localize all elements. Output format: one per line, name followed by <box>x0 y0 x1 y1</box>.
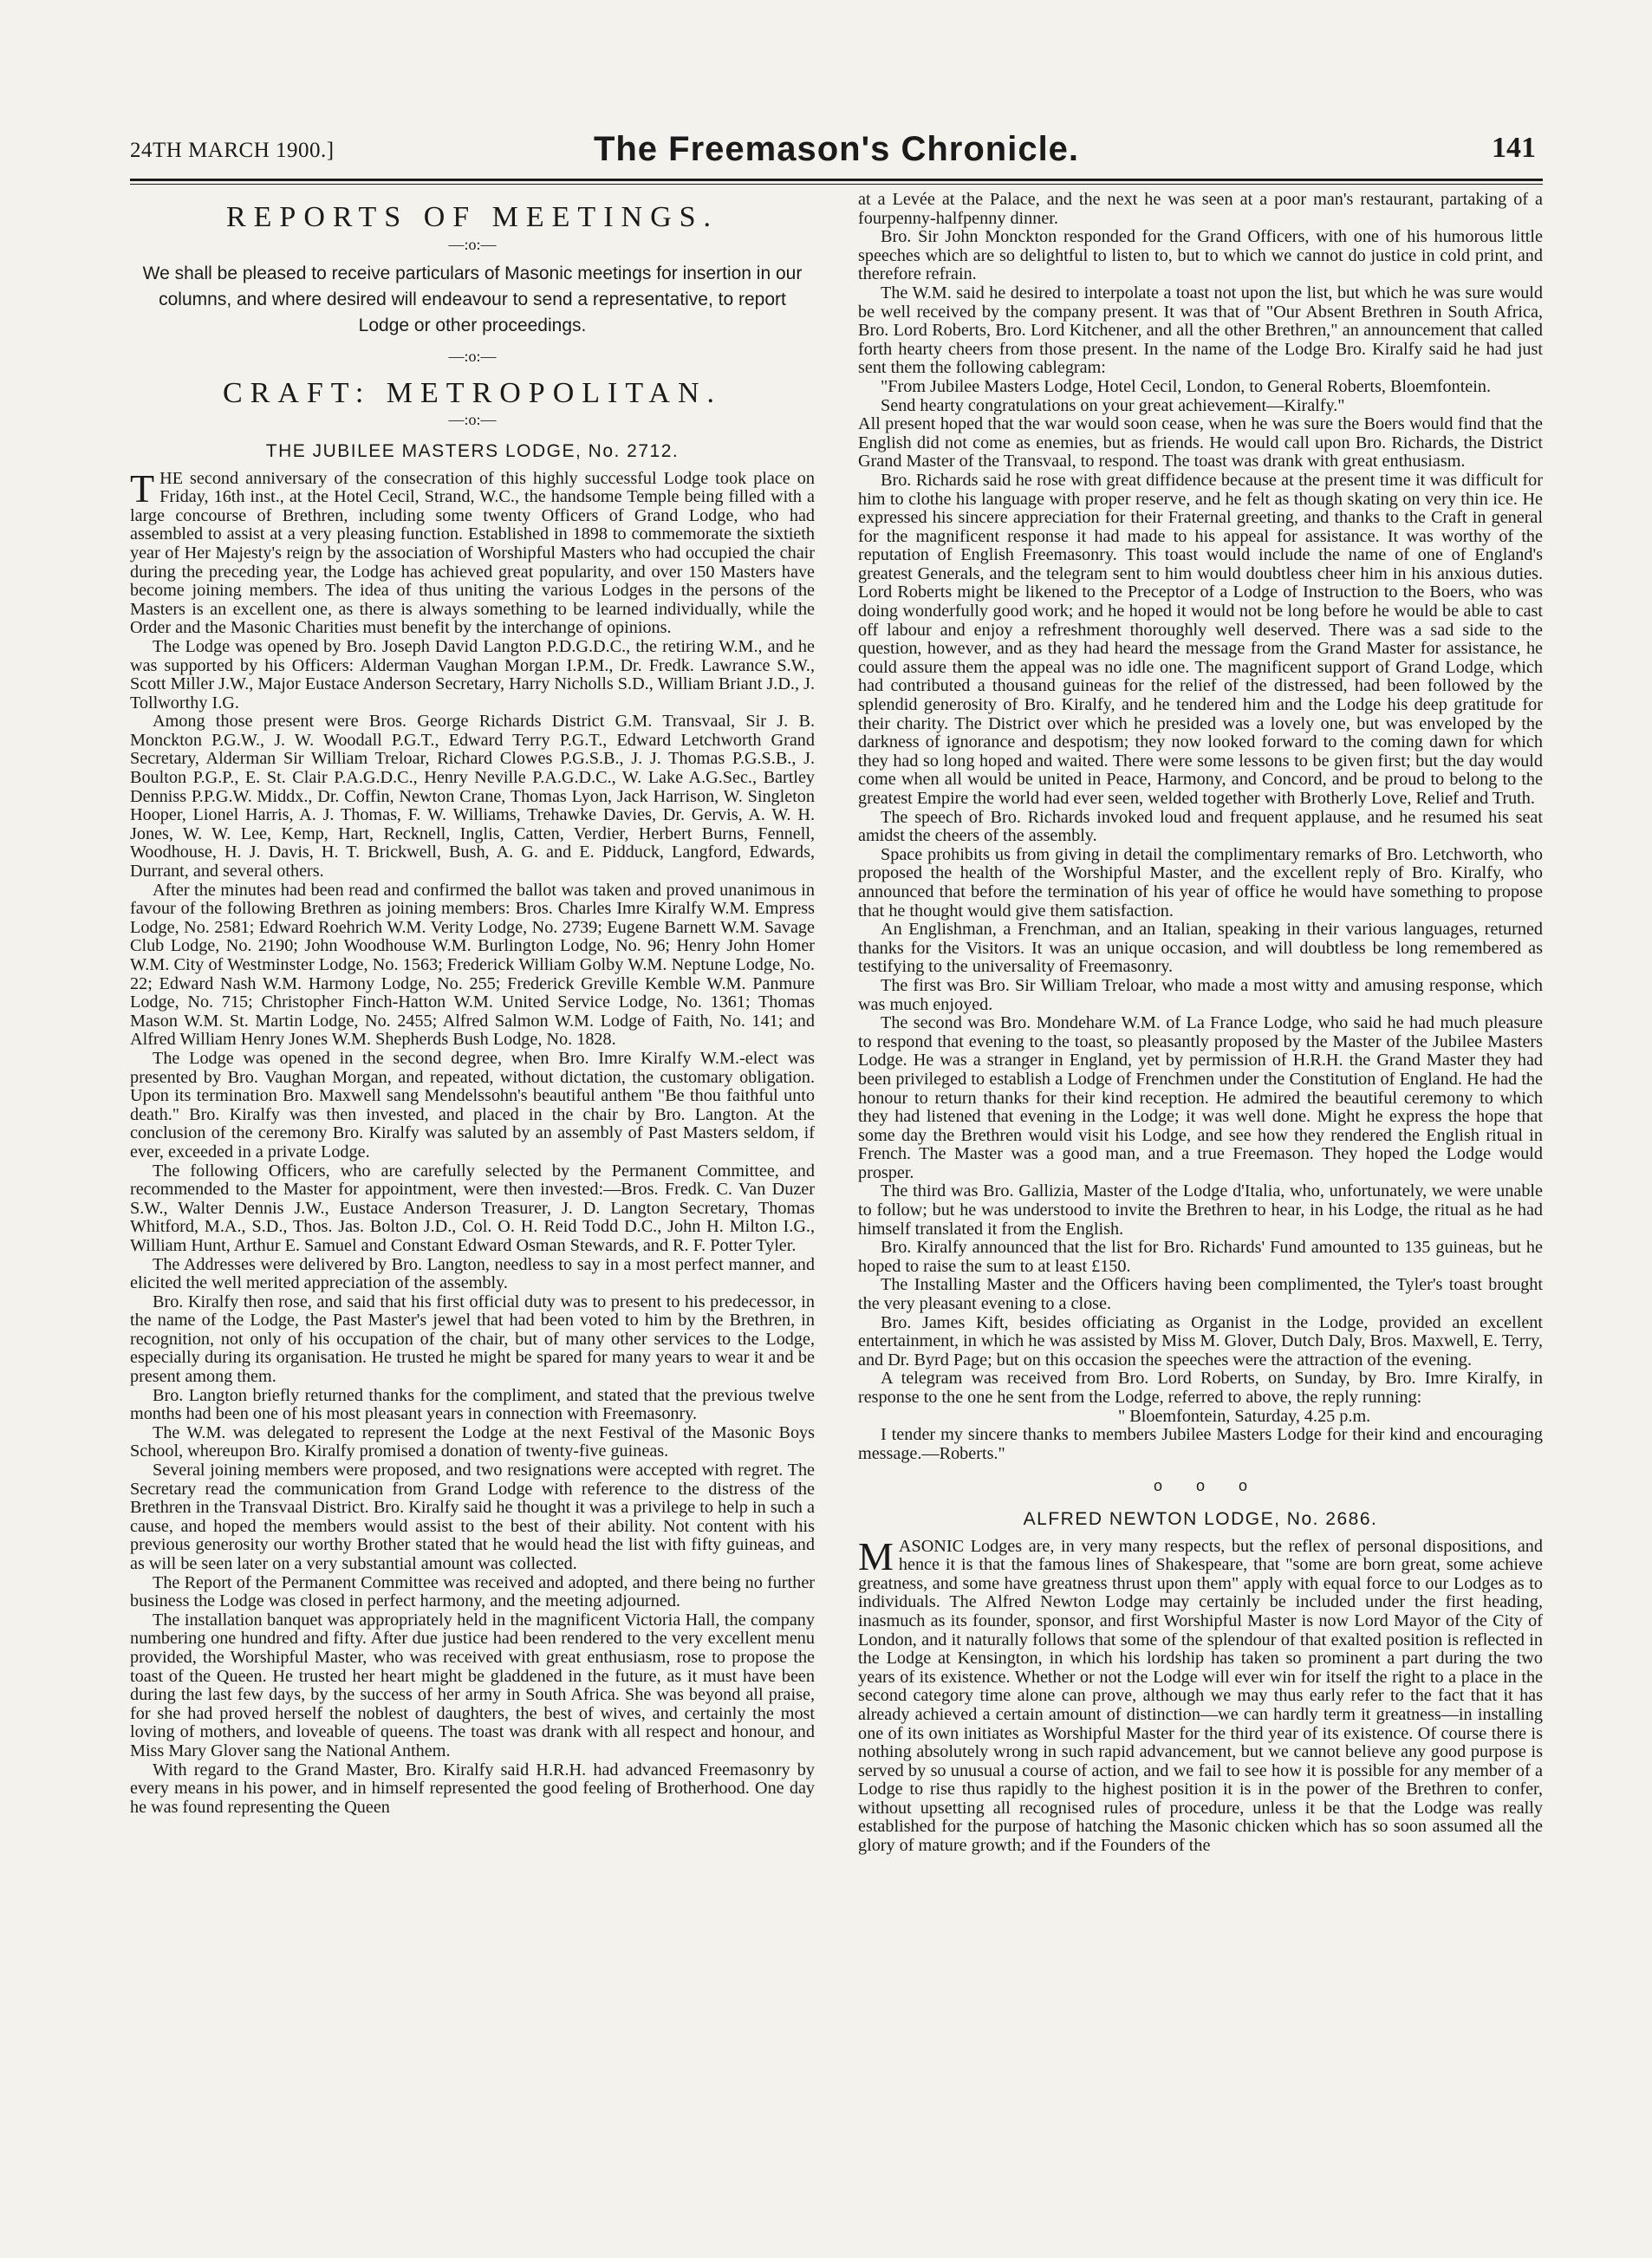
cablegram-quote: Send hearty congratulations on your great achievement—Kiralfy." <box>881 395 1345 415</box>
paragraph: The Lodge was opened by Bro. Joseph David Langton P.D.G.D.C., the retiring W.M., and he was supported by his Officers: Alderman Vaughan Morgan I.P.M., Dr. Fredk. Lawrance S.W., Scott Miller J.W., Major Eustace Anderson Secretary, Harry Nicholls S.D., William Briant J.D., J. Tollworthy I.G. <box>130 636 815 713</box>
paragraph: The Addresses were delivered by Bro. Langton, needless to say in a most perfect manner, and elicited the well merited appreciation of the assembly. <box>130 1254 815 1293</box>
header-rule-thin <box>130 184 1543 185</box>
paragraph: All present hoped that the war would soon cease, when he was sure the Boers would find that the English did not come as enemies, but as friends. He would call upon Bro. Richards, the District Grand Master of the Transvaal, to respond. The toast was drank with great enthusiasm. <box>858 414 1543 472</box>
paragraph: I tender my sincere thanks to members Jubilee Masters Lodge for their kind and encouraging message.—Roberts." <box>858 1425 1543 1463</box>
paragraph: The Lodge was opened in the second degree, when Bro. Imre Kiralfy W.M.-elect was presented by Bro. Vaughan Morgan, and repeated, without dictation, the customary obligation. Upon its termination Bro. Maxwell sang Mendelssohn's beautiful anthem "Be thou faithful unto death." Bro. Kiralfy was then invested, and placed in the chair by Bro. Langton. At the conclusion of the ceremony Bro. Kiralfy was saluted by an assembly of Past Masters seldom, if ever, exceeded in a private Lodge. <box>130 1048 815 1162</box>
paragraph: Among those present were Bros. George Richards District G.M. Transvaal, Sir J. B. Monckton P.G.W., J. W. Woodall P.G.T., Edward Terry P.G.T., Edward Letchworth Grand Secretary, Alderman Sir William Treloar, Richard Clowes P.G.S.B., J. J. Thomas P.G.S.B., J. Boulton P.G.P., E. St. Clair P.A.G.D.C., Henry Neville P.A.G.D.C., W. Lake A.G.Sec., Bartley Denniss P.P.G.W. Middx., Dr. Coffin, Newton Crane, Thomas Lyon, Jack Harrison, W. Singleton Hooper, Lionel Harris, A. J. Thomas, F. W. Williams, Trehawke Davies, Dr. Gervis, A. W. H. Jones, W. W. Lee, Kemp, Hart, Recknell, Inglis, Catten, Verdier, Herbert Burns, Fennell, Woodhouse, H. J. Davis, H. T. Brickwell, Bush, A. G. and E. Pidduck, Langford, Edwards, Durrant, and several others. <box>130 712 815 882</box>
paragraph-text: HE second anniversary of the consecration of this highly successful Lodge took place on Friday, 16th inst., at the Hotel Cecil, Strand, W.C., the handsome Temple being filled with a large concourse of Brethren, including some twenty Officers of Grand Lodge, who had assembled to assist at a very pleasing function. Established in 1898 to commemorate the sixtieth year of Her Majesty's reign by the association of Worshipful Masters who had occupied the chair during the preceding year, the Lodge has achieved great popularity, and over 150 Masters have become joining members. The idea of thus uniting the various Lodges in the persons of the Masters is an excellent one, as there is always something to be learned individually, while the Order and the Masonic Charities must benefit by the interchange of opinions. <box>130 468 815 638</box>
telegram-header: " Bloemfontein, Saturday, 4.25 p.m. <box>1118 1406 1371 1426</box>
paragraph: The speech of Bro. Richards invoked loud and frequent applause, and he resumed his seat amidst the cheers of the assembly. <box>858 807 1543 846</box>
paragraph: at a Levée at the Palace, and the next he was seen at a poor man's restaurant, partaking of a fourpenny-halfpenny dinner. <box>858 190 1543 228</box>
issue-date: 24TH MARCH 1900.] <box>130 139 335 162</box>
header-rule <box>130 179 1543 181</box>
paragraph: Bro. Langton briefly returned thanks for the compliment, and stated that the previous twelve months had been one of his most pleasant years in connection with Freemasonry. <box>130 1385 815 1424</box>
paragraph: The second was Bro. Mondehare W.M. of La France Lodge, who said he had much pleasure to respond that evening to the toast, so pleasantly proposed by the Master of the Jubilee Masters Lodge. He was a stranger in England, yet by permission of H.R.H. the Grand Master they had been privileged to establish a Lodge of Frenchmen under the Constitution of England. He had the honour to return thanks for their kind reception. He admired the beautiful ceremony to which they had listened that evening in the Lodge; it was well done. Might he express the hope that some day the Brethren would visit his Lodge, and see how they rendered the English ritual in French. The Master was a good man, and a true Freemason. They hoped the Lodge would prosper. <box>858 1013 1543 1182</box>
paragraph: A telegram was received from Bro. Lord Roberts, on Sunday, by Bro. Imre Kiralfy, in response to the one he sent from the Lodge, referred to above, the reply running: <box>858 1369 1543 1407</box>
paragraph: Space prohibits us from giving in detail the complimentary remarks of Bro. Letchworth, who proposed the health of the Worshipful Master, and the excellent reply of Bro. Kiralfy, who announced that before the termination of his year of office he would have something to propose that he thought would give them satisfaction. <box>858 844 1543 921</box>
paragraph: Bro. Sir John Monckton responded for the Grand Officers, with one of his humorous little speeches which are so delightful to listen to, but to which we cannot do justice in cold print, and therefore refrain. <box>858 227 1543 284</box>
section-heading-craft: CRAFT: METROPOLITAN. <box>222 376 723 409</box>
section-ornament: o o o <box>1153 1477 1248 1495</box>
drop-cap: M <box>858 1533 894 1578</box>
paragraph: After the minutes had been read and confirmed the ballot was taken and proved unanimous in favour of the following Brethren as joining members: Bros. Charles Imre Kiralfy W.M. Empress Lodge, No. 2581; Edward Roehrich W.M. Verity Lodge, No. 2739; Eugene Barnett W.M. Savage Club Lodge, No. 2190; John Woodhouse W.M. Burlington Lodge, No. 96; Henry John Homer W.M. City of Westminster Lodge, No. 1563; Frederick William Golby W.M. Neptune Lodge, No. 22; Edward Nash W.M. Harmony Lodge, No. 255; Frederick Greville Kemble W.M. Panmure Lodge, No. 715; Christopher Finch-Hatton W.M. United Service Lodge, No. 1361; Thomas Mason W.M. St. Martin Lodge, No. 2455; Alfred Salmon W.M. Lodge of Faith, No. 141; and Alfred William Henry Jones W.M. Shepherds Bush Lodge, No. 1828. <box>130 880 815 1050</box>
paragraph: The Report of the Permanent Committee was received and adopted, and there being no further business the Lodge was closed in perfect harmony, and the meeting adjourned. <box>130 1572 815 1611</box>
paragraph: The installation banquet was appropriately held in the magnificent Victoria Hall, the company numbering one hundred and fifty. After due justice had been rendered to the very excellent menu provided, the Worshipful Master, who was received with great enthusiasm, rose to propose the toast of the Queen. He trusted her heart might be gladdened in the future, as it must have been during the last few days, by the success of her army in South Africa. She was beyond all praise, for she had proved herself the noblest of daughters, the best of wives, and certainly the most loving of mothers, and loveable of queens. The toast was drank with all respect and honour, and Miss Mary Glover sang the National Anthem. <box>130 1610 815 1760</box>
drop-cap: T <box>130 465 155 511</box>
separator: —:o:— <box>448 235 497 253</box>
paragraph: Bro. Kiralfy then rose, and said that his first official duty was to present to his predecessor, in the name of the Lodge, the Past Master's jewel that had been voted to him by the Brethren, in recognition, not only of his occupation of the chair, but of many other services to the Lodge, especially during its organisation. He trusted he might be spared for many years to wear it and be present among them. <box>130 1292 815 1387</box>
paragraph: The W.M. said he desired to interpolate a toast not upon the list, but which he was sure would be well received by the company present. It was that of "Our Absent Brethren in South Africa, Bro. Lord Roberts, Bro. Lord Kitchener, and all the other Brethren," an announcement that called forth hearty cheers from those present. In the name of the Lodge Bro. Kiralfy said he had just sent them the following cablegram: <box>858 283 1543 378</box>
paragraph: With regard to the Grand Master, Bro. Kiralfy said H.R.H. had advanced Freemasonry by every means in his power, and in himself represented the good feeling of Brotherhood. One day he was found representing the Queen <box>130 1760 815 1817</box>
paragraph: The following Officers, who are carefully selected by the Permanent Committee, and recommended to the Master for appointment, were then invested:—Bros. Fredk. C. Van Duzer S.W., Walter Dennis J.W., Eustace Anderson Treasurer, J. D. Langton Secretary, Thomas Whitford, M.A., S.D., Thos. Jas. Bolton J.D., Col. O. H. Reid Todd D.C., John H. Milton I.G., William Hunt, Arthur E. Samuel and Constant Edward Osman Stewards, and R. F. Potter Tyler. <box>130 1161 815 1255</box>
paragraph <box>130 465 815 638</box>
page-number: 141 <box>1492 132 1536 164</box>
paragraph: Bro. James Kift, besides officiating as Organist in the Lodge, provided an excellent entertainment, in which he was assisted by Miss M. Glover, Dutch Daly, Bros. Maxwell, E. Terry, and Dr. Byrd Page; but on this occasion the speeches were the attraction of the evening. <box>858 1312 1543 1370</box>
separator: —:o:— <box>448 411 497 429</box>
paragraph: The third was Bro. Gallizia, Master of the Lodge d'Italia, who, unfortunately, we were unable to follow; but he was understood to invite the Brethren to hear, in his Lodge, the ritual as he had himself translated it from the English. <box>858 1181 1543 1239</box>
paragraph: Bro. Richards said he rose with great diffidence because at the present time it was difficult for him to clothe his language with proper reserve, and he felt as though skating on very thin ice. He expressed his sincere appreciation for their Fraternal greeting, and thanks to the Craft in general for the magnificent response it had made to his appeal for assistance. It was worthy of the reputation of English Freemasonry. This toast would include the name of one of England's greatest Generals, and the telegram sent to him would doubtless cheer him in his anxious duties. Lord Roberts might be likened to the Preceptor of a Lodge of Instruction to the Boers, who was doing wonderfully good work; and he hoped it would not be long before he would be able to cast off labour and enjoy a refreshment thoroughly well deserved. There was a sad side to the question, however, and as they had heard the message from the Grand Master for assistance, he could assure them the appeal was no idle one. The magnificent support of Grand Lodge, which had contributed a thousand guineas for the relief of the distressed, had been followed by the splendid generosity of Bro. Kiralfy, and he tendered him and the Lodge his deep gratitude for their charity. The District over which he presided was a lovely one, but was enveloped by the darkness of ignorance and despotism; they now looked forward to the coming dawn for which they had so long hoped and waited. There were some lessons to be given first; but the day would come when all would be united in Peace, Harmony, and Concord, and be proud to belong to the greatest Empire the world had ever seen, welded together with Brotherly Love, Relief and Truth. <box>858 470 1543 808</box>
right-column <box>858 191 1543 1856</box>
paragraph-text: ASONIC Lodges are, in very many respects, but the reflex of personal dispositions, and hence it is that the famous lines of Shakespeare, that "some are born great, some achieve greatness, and some have greatness thrust upon them" apply with equal force to our Lodges as to individuals. The Alfred Newton Lodge may certainly be included under the first heading, inasmuch as its founder, sponsor, and first Worshipful Master is now Lord Mayor of the City of London, and it naturally follows that some of the splendour of that exalted position is reflected in the Lodge at Kensington, in which his lordship has taken so prominent a part during the two years of its existence. Whether or not the Lodge will ever win for itself the right to a place in the second category time alone can prove, although we may thus early refer to the fact that it has already achieved a certain amount of distinction—we can hardly term it greatness—in installing one of its own initiates as Worshipful Master for the third year of its existence. Of course there is nothing absolutely wrong in such rapid advancement, but we cannot believe any good purpose is served by so unusual a course of action, and we fail to see how it is possible for any member of a Lodge to rise thus rapidly to the highest position it is in the power of the Brethren to confer, without upsetting all recognised rules of procedure, unless it be that the Lodge was really established for the purpose of hatching the Masonic chicken which has so soon assumed all the glory of mature growth; and if the Founders of the <box>858 1536 1543 1856</box>
newspaper-page <box>130 130 1543 2228</box>
left-column <box>130 191 815 1817</box>
paragraph: The first was Bro. Sir William Treloar, who made a most witty and amusing response, which was much enjoyed. <box>858 975 1543 1014</box>
page-header <box>130 130 1543 179</box>
masthead-title: The Freemason's Chronicle. <box>593 130 1080 168</box>
article-title-alfred-newton: ALFRED NEWTON LODGE, No. 2686. <box>1023 1508 1378 1529</box>
paragraph: The Installing Master and the Officers having been complimented, the Tyler's toast brought the very pleasant evening to a close. <box>858 1275 1543 1314</box>
section-heading-reports: REPORTS OF MEETINGS. <box>225 201 719 233</box>
paragraph: Several joining members were proposed, and two resignations were accepted with regret. The Secretary read the communication from Grand Lodge with reference to the distress of the Brethren in the Transvaal District. Bro. Kiralfy said he thought it was a privilege to help in such a cause, and hoped the members would assist to the best of their ability. Not content with his previous generosity our worthy Brother stated that he would head the list with fifty guineas, and as will be seen later on a very substantial amount was collected. <box>130 1461 815 1573</box>
paragraph: Bro. Kiralfy announced that the list for Bro. Richards' Fund amounted to 135 guineas, but he hoped to raise the sum to at least £150. <box>858 1238 1543 1276</box>
editorial-notice: We shall be pleased to receive particulars of Masonic meetings for insertion in our columns, and where desired will endeavour to send a representative, to report Lodge or other proceedings. <box>142 264 803 336</box>
separator: —:o:— <box>448 348 497 366</box>
article-title-jubilee: THE JUBILEE MASTERS LODGE, No. 2712. <box>265 440 680 461</box>
paragraph <box>858 1533 1543 1856</box>
paragraph: An Englishman, a Frenchman, and an Italian, speaking in their various languages, returned thanks for the Visitors. It was an unique occasion, and will doubtless be long remembered as testifying to the universality of Freemasonry. <box>858 920 1543 977</box>
paragraph: The W.M. was delegated to represent the Lodge at the next Festival of the Masonic Boys School, whereupon Bro. Kiralfy promised a donation of twenty-five guineas. <box>130 1422 815 1461</box>
cablegram-quote: "From Jubilee Masters Lodge, Hotel Cecil, London, to General Roberts, Bloemfontein. <box>881 376 1492 396</box>
